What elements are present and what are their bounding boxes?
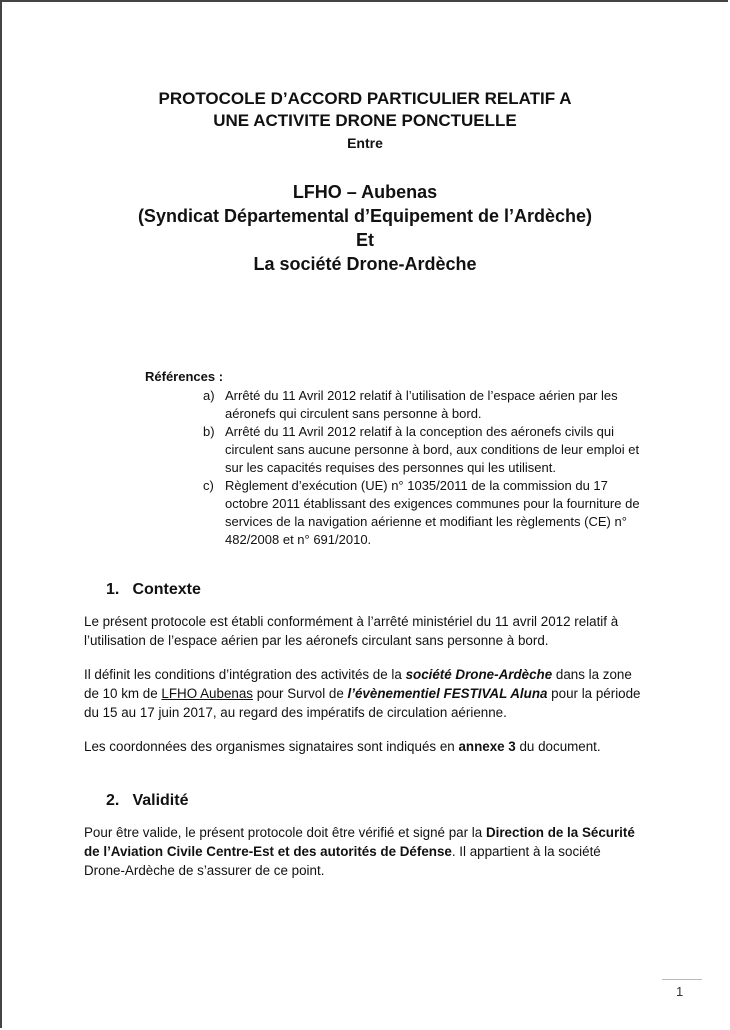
references-heading: Références : <box>145 369 224 384</box>
reference-item-c <box>145 477 645 549</box>
reference-letter: b) <box>203 424 215 439</box>
section-2-title: Validité <box>132 792 189 809</box>
party-line-1: LFHO – Aubenas <box>292 182 438 202</box>
text-run: dans la zone de 10 km de <box>84 667 632 701</box>
section-1-paragraph-2 <box>84 665 644 722</box>
title-entre: Entre <box>347 135 383 151</box>
event-name: l’évènementiel FESTIVAL Aluna <box>347 686 548 701</box>
section-1-title: Contexte <box>132 581 201 598</box>
text-run: du document. <box>515 739 601 754</box>
section-2-paragraph-1 <box>84 823 644 880</box>
section-2-heading <box>106 790 188 812</box>
reference-text: Arrêté du 11 Avril 2012 relatif à l’utilisation de l’espace aérien par les aéronefs qui circulent sans personne à bord. <box>225 388 618 421</box>
annex-reference: annexe 3 <box>458 739 516 754</box>
parties-block <box>0 180 730 276</box>
references-block <box>145 368 645 549</box>
page-number: 1 <box>676 984 684 999</box>
document-title <box>0 88 730 154</box>
text-run: pour Survol de <box>252 686 348 701</box>
footer-divider <box>662 979 702 980</box>
section-1-paragraph-3 <box>84 737 644 756</box>
text-run: pour la période du 15 au 17 juin 2017, au regard des impératifs de circulation aérienne. <box>84 686 641 720</box>
party-line-4: La société Drone-Ardèche <box>253 254 477 274</box>
text-run: Il définit les conditions d’intégration des activités de la <box>84 667 406 682</box>
reference-text: Arrêté du 11 Avril 2012 relatif à la conception des aéronefs civils qui circulent sans aucune personne à bord, aux conditions de leur emploi et sur les capacités requises des personnes qui les utilisent. <box>225 424 640 475</box>
reference-item-b <box>145 423 645 477</box>
authority-name: Direction de la Sécurité de l’Aviation Civile Centre-Est et des autorités de Défense <box>84 825 635 859</box>
section-1-heading <box>106 579 201 601</box>
company-name: société Drone-Ardèche <box>405 667 553 682</box>
section-1-number: 1. <box>106 581 120 598</box>
text-run: Les coordonnées des organismes signataires sont indiqués en <box>84 739 459 754</box>
text-run: . Il appartient à la société Drone-Ardèche de s’assurer de ce point. <box>84 844 601 878</box>
reference-text: Règlement d’exécution (UE) n° 1035/2011 de la commission du 17 octobre 2011 établissant des exigences communes pour la fourniture de services de la navigation aérienne et modifiant les règlements (CE) n° 482/2008 et n° 691/2010. <box>225 478 640 547</box>
section-1-paragraph-1: Le présent protocole est établi conformément à l’arrêté ministériel du 11 avril 2012 relatif à l’utilisation de l’espace aérien par les aéronefs circulant sans personne à bord. <box>84 614 619 648</box>
title-line-1: PROTOCOLE D’ACCORD PARTICULIER RELATIF A <box>158 89 572 108</box>
airport-name: LFHO Aubenas <box>161 686 253 701</box>
party-line-3: Et <box>356 230 374 250</box>
reference-letter: a) <box>203 388 215 403</box>
party-line-2: (Syndicat Départemental d’Equipement de l’Ardèche) <box>137 206 593 226</box>
title-line-2: UNE ACTIVITE DRONE PONCTUELLE <box>213 111 517 130</box>
reference-item-a <box>145 387 645 423</box>
reference-letter: c) <box>203 478 214 493</box>
section-2-number: 2. <box>106 792 120 809</box>
text-run: Pour être valide, le présent protocole doit être vérifié et signé par la <box>84 825 486 840</box>
